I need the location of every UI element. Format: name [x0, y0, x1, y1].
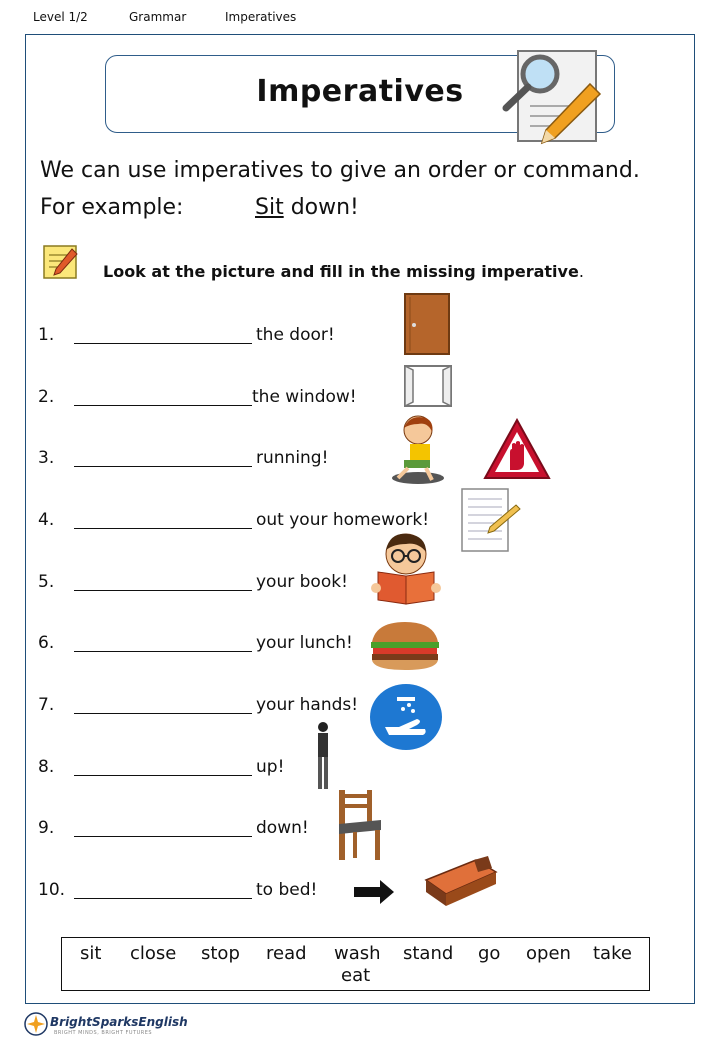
instruction — [103, 262, 584, 281]
example-sentence — [255, 195, 359, 220]
answer-blank[interactable] — [74, 466, 252, 467]
item-text: down! — [256, 818, 309, 838]
word-bank-item: close — [130, 943, 177, 964]
word-bank-item: sit — [80, 943, 102, 964]
brightsparks-logo-icon — [24, 1012, 48, 1036]
window-icon — [404, 365, 452, 407]
word-bank-item: go — [478, 943, 501, 964]
item-text: the door! — [256, 325, 335, 345]
page-title: Imperatives — [256, 74, 464, 109]
item-number: 2. — [38, 387, 55, 407]
burger-icon — [368, 620, 442, 672]
item-text: your lunch! — [256, 633, 353, 653]
item-number: 8. — [38, 757, 55, 777]
answer-blank[interactable] — [74, 775, 252, 776]
answer-blank[interactable] — [74, 651, 252, 652]
magnifier-pencil-document-icon — [500, 46, 605, 146]
instruction-period: . — [578, 262, 584, 281]
item-text: out your homework! — [256, 510, 430, 530]
item-text: up! — [256, 757, 285, 777]
bed-icon — [418, 856, 498, 908]
item-text: to bed! — [256, 880, 318, 900]
item-text: the window! — [252, 387, 357, 407]
subject-label: Grammar — [129, 10, 187, 24]
item-text: running! — [256, 448, 329, 468]
item-number: 7. — [38, 695, 55, 715]
running-boy-icon — [390, 412, 450, 486]
boy-reading-book-icon — [368, 528, 446, 606]
answer-blank[interactable] — [74, 590, 252, 591]
word-bank-item: wash — [334, 943, 381, 964]
example-label: For example: — [40, 195, 184, 220]
instruction-text: Look at the picture and fill in the missing imperative — [103, 262, 579, 281]
word-bank — [61, 937, 650, 991]
intro-sentence: We can use imperatives to give an order or command. — [40, 158, 640, 183]
item-number: 3. — [38, 448, 55, 468]
notepad-pencil-icon — [42, 243, 80, 281]
topic-label: Imperatives — [225, 10, 297, 24]
page-header — [0, 10, 720, 26]
item-text: your book! — [256, 572, 348, 592]
item-text: your hands! — [256, 695, 359, 715]
chair-icon — [333, 788, 383, 862]
answer-blank[interactable] — [74, 898, 252, 899]
item-number: 6. — [38, 633, 55, 653]
brand-name: BrightSparksEnglish — [50, 1015, 188, 1029]
answer-blank[interactable] — [74, 836, 252, 837]
homework-paper-icon — [460, 485, 522, 555]
example-line — [40, 195, 540, 220]
word-bank-item: stand — [403, 943, 454, 964]
item-number: 4. — [38, 510, 55, 530]
stop-hand-sign-icon — [483, 418, 551, 480]
answer-blank[interactable] — [74, 528, 252, 529]
word-bank-item: read — [266, 943, 307, 964]
item-number: 1. — [38, 325, 55, 345]
answer-blank[interactable] — [74, 343, 252, 344]
item-number: 5. — [38, 572, 55, 592]
word-bank-item: eat — [341, 965, 371, 986]
item-number: 9. — [38, 818, 55, 838]
example-rest: down! — [283, 195, 359, 220]
word-bank-item: take — [593, 943, 632, 964]
example-verb: Sit — [255, 195, 284, 220]
answer-blank[interactable] — [74, 713, 252, 714]
word-bank-item: open — [526, 943, 571, 964]
arrow-right-icon — [354, 880, 394, 904]
standing-man-icon — [314, 721, 332, 791]
brand-tagline: BRIGHT MINDS, BRIGHT FUTURES — [54, 1030, 153, 1036]
door-icon — [404, 293, 450, 355]
word-bank-item: stop — [201, 943, 240, 964]
answer-blank[interactable] — [74, 405, 252, 406]
level-label: Level 1/2 — [33, 10, 88, 24]
wash-hands-sign-icon — [369, 683, 443, 751]
item-number: 10. — [38, 880, 66, 900]
